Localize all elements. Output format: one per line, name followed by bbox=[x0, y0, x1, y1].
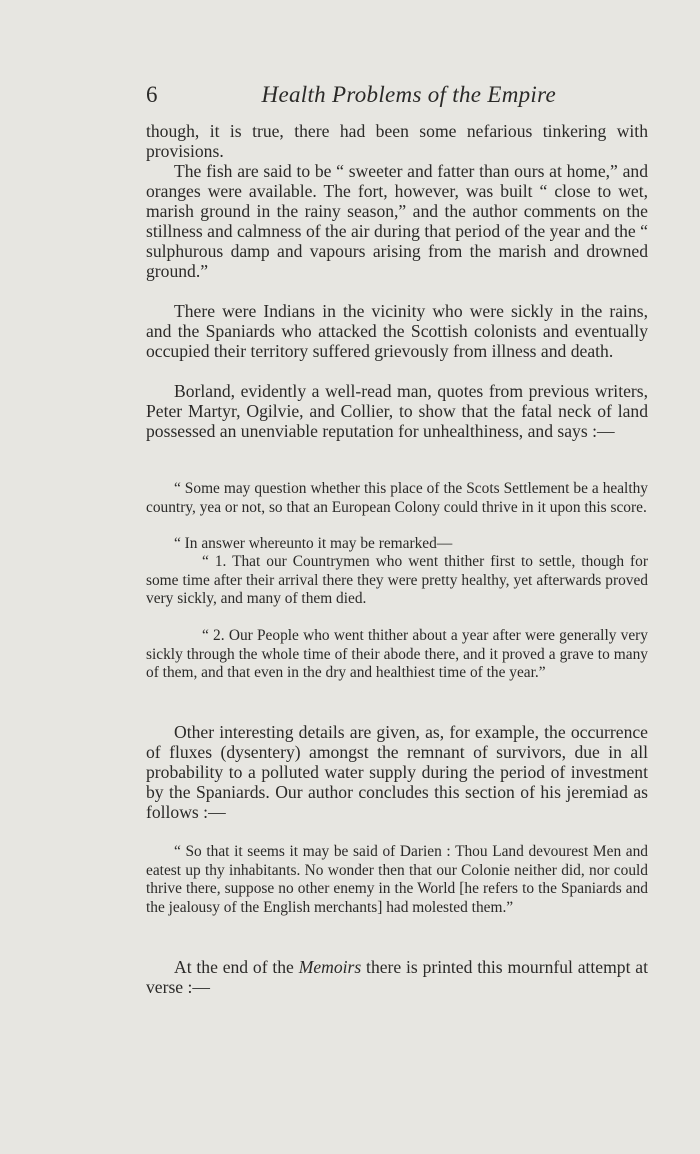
running-title: Health Problems of the Empire bbox=[261, 82, 556, 107]
paragraph-6-start: At the end of the bbox=[174, 957, 299, 977]
paragraph-3: There were Indians in the vicinity who were sickly in the rains, and the Spaniards who attacked the Scottish colonists and eventually occupied their territory suffered grievously from illness and death. bbox=[146, 301, 648, 361]
paragraph-6-end: there is printed this mournful attempt at verse :— bbox=[146, 957, 648, 997]
quote-1: “ Some may question whether this place of the Scots Settlement be a healthy country, yea or not, so that an European Colony could thrive in it upon this score. bbox=[146, 480, 648, 516]
quote-2: “ In answer whereunto it may be remarked— bbox=[174, 535, 453, 552]
paragraph-1: though, it is true, there had been some nefarious tinkering with provisions. bbox=[146, 121, 648, 161]
quote-4: “ 2. Our People who went thither about a year after were generally very sickly through the whole time of their abode there, and it proved a grave to many of them, and that even in the dry and healthiest time of the year.” bbox=[146, 627, 648, 681]
quote-3: “ 1. That our Countrymen who went thither first to settle, though for some time after their arrival there they were pretty healthy, yet afterwards proved very sickly, and many of them died. bbox=[146, 553, 648, 607]
paragraph-4: Borland, evidently a well-read man, quotes from previous writers, Peter Martyr, Ogilvie, and Collier, to show that the fatal neck of land possessed an unenviable reputation for unhealthiness, and says :— bbox=[146, 381, 648, 441]
paragraph-6 bbox=[146, 957, 648, 997]
running-head bbox=[146, 80, 556, 110]
paragraph-2: The fish are said to be “ sweeter and fatter than ours at home,” and oranges were available. The fort, however, was built “ close to wet, marish ground in the rainy season,” and the author comments on the stillness and calmness of the air during that period of the year and the “ sulphurous damp and vapours arising from the marish and drowned ground.” bbox=[146, 161, 648, 281]
paragraph-5: Other interesting details are given, as, for example, the occurrence of fluxes (dysentery) amongst the remnant of survivors, due in all probability to a polluted water supply during the period of investment by the Spaniards. Our author concludes this section of his jeremiad as follows :— bbox=[146, 722, 648, 822]
quote-5: “ So that it seems it may be said of Darien : Thou Land devourest Men and eatest up thy inhabitants. No wonder then that our Colonie neither did, nor could thrive there, suppose no other enemy in the World [he refers to the Spaniards and the jealousy of the English merchants] had molested them.” bbox=[146, 843, 648, 916]
memoirs-title: Memoirs bbox=[298, 957, 362, 977]
page-number: 6 bbox=[146, 82, 158, 107]
